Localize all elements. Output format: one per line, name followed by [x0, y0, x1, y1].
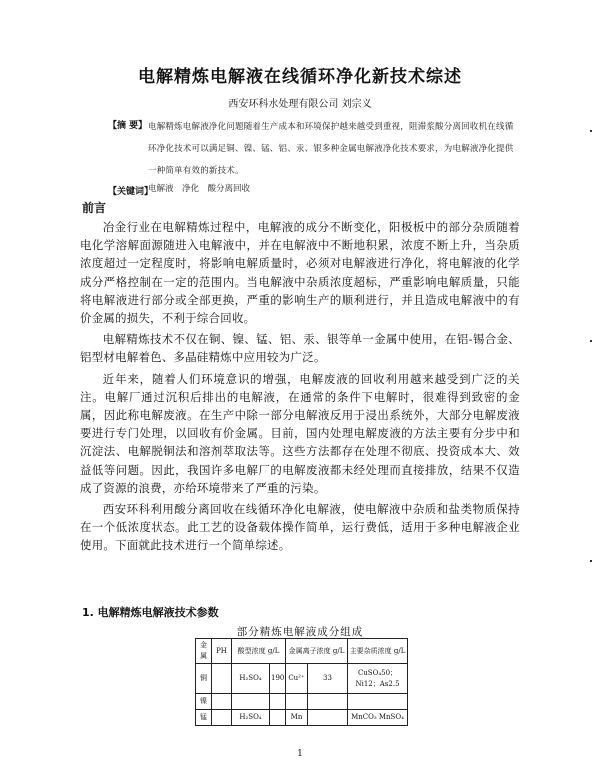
cell-impurity: CuSO₄50；Ni12；As2.5 — [348, 664, 408, 694]
cell-acid-type: H₂SO₄ — [232, 710, 270, 726]
cell-acid-conc — [270, 694, 286, 710]
cell-ion: Cu²⁺ — [286, 664, 308, 694]
cell-ion: Mn — [286, 710, 308, 726]
abstract-label: 【摘 要】 — [108, 121, 148, 131]
paragraph: 近年来，随着人们环境意识的增强，电解废液的回收利用越来越受到广泛的关注。电解厂通过沉积后排出的电解液，在通常的条件下电解时，很难得到致密的金属，因此称电解废液。在生产中除一部分电解液反用于浸出系统外，大部分电解废液要进行专门处理，以回收有价金属。目前，国内处理电解废液的方法主要有分步中和沉淀法、电解脱铜法和溶剂萃取法等。这些方法都存在处理不彻底、投资成本大、效益低等问题。因此，我国许多电解厂的电解废液都未经处理而直接排放，结果不仅造成了资源的浪费，亦给环境带来了严重的污染。 — [80, 371, 520, 495]
intro-heading: 前言 — [82, 201, 107, 215]
cell-ion-conc — [308, 694, 348, 710]
cell-impurity: MnCO₃ MnSO₄ — [348, 710, 408, 726]
cell-metal: 铜 — [196, 664, 212, 694]
cell-metal: 锰 — [196, 710, 212, 726]
page-number: 1 — [297, 749, 303, 759]
cell-metal: 镍 — [196, 694, 212, 710]
body-text — [80, 218, 520, 558]
composition-table — [195, 638, 408, 726]
cell-ion-conc: 33 — [308, 664, 348, 694]
table-header-row — [196, 639, 408, 664]
abstract-text: 电解精炼电解液净化问题随着生产成本和环境保护越来越受到重视，阻滞浆酸分离回收机在线循环净化技术可以满足铜、镍、锰、铝、汞、银多种金属电解液净化技术要求，为电解液净化提供一种简单有效的新技术。 — [148, 122, 514, 176]
author-line: 西安环科水处理有限公司 刘宗义 — [228, 99, 372, 110]
table-row — [196, 664, 408, 694]
cell-ph — [212, 694, 232, 710]
header-metal-ion: 金属离子浓度 g/L — [286, 639, 348, 664]
cell-ph — [212, 710, 232, 726]
table-row — [196, 710, 408, 726]
paragraph: 西安环科利用酸分离回收在线循环净化电解液，使电解液中杂质和盐类物质保持在一个低浓度状态。此工艺的设备载体操作简单，运行费低，适用于多种电解液企业使用。下面就此技术进行一个简单综述。 — [80, 502, 520, 553]
header-ph: PH — [212, 639, 232, 664]
header-metal: 金属 — [196, 639, 212, 664]
cell-acid-conc — [270, 710, 286, 726]
keywords-text: 电解液 净化 酸分离回收 — [148, 184, 251, 194]
scan-edge-mark — [590, 560, 592, 562]
cell-impurity — [348, 694, 408, 710]
scan-edge-mark — [590, 130, 592, 132]
cell-ion — [286, 694, 308, 710]
scan-edge-mark — [590, 340, 592, 342]
cell-ion-conc — [308, 710, 348, 726]
cell-acid-type: H₂SO₄ — [232, 664, 270, 694]
cell-ph — [212, 664, 232, 694]
section1-heading: 1. 电解精炼电解液技术参数 — [82, 606, 219, 619]
header-acid: 酸型浓度 g/L — [232, 639, 286, 664]
table-caption: 部分精炼电解液成分组成 — [236, 626, 364, 638]
cell-acid-conc: 190 — [270, 664, 286, 694]
cell-acid-type — [232, 694, 270, 710]
keywords-label: 【关键词】 — [108, 187, 154, 197]
paragraph: 冶金行业在电解精炼过程中，电解液的成分不断变化，阳极板中的部分杂质随着电化学溶解面源随进入电解液中，并在电解液中不断地积累，浓度不断上升，当杂质浓度超过一定程度时，将影响电解质量时，必须对电解液进行净化，将电解液的化学成分严格控制在一定的范围内。当电解液中杂质浓度超标，严重影响电解质量，只能将电解液进行部分或全部更换，严重的影响生产的顺利进行，并且造成电解液中的有价金属的损失，不利于综合回收。 — [80, 220, 520, 326]
paragraph: 电解精炼技术不仅在铜、镍、锰、铝、汞、银等单一金属中使用，在铝-锡合金、铝型材电解着色、多晶硅精炼中应用较为广泛。 — [80, 332, 520, 365]
document-title: 电解精炼电解液在线循环净化新技术综述 — [138, 67, 462, 87]
table-row — [196, 694, 408, 710]
header-impurity: 主要杂质浓度 g/L — [348, 639, 408, 664]
